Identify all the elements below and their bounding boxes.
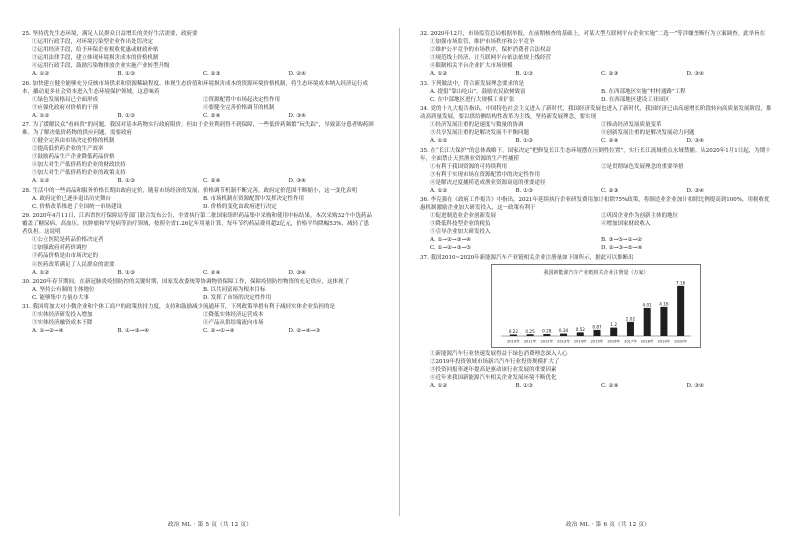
choice-b[interactable]: B. ①→③→④ [117, 328, 150, 335]
choice-b[interactable]: B. ①③ [515, 138, 533, 145]
bar-2016年 [610, 327, 617, 335]
answer-choices [22, 269, 374, 277]
choice-a[interactable]: A. ①② [430, 187, 448, 194]
choice-b[interactable]: B. ③→⑤→①→② [601, 237, 643, 244]
choice-b[interactable]: B. ①③ [117, 71, 135, 78]
choice-c[interactable]: C. ②④ [203, 178, 221, 185]
x-tick-label: 2017年 [624, 339, 637, 344]
choice-c[interactable]: C. ②③ [601, 187, 619, 194]
bar-value-label: 0.22 [508, 328, 519, 334]
question-stem: 37. 我国2010~2020年新能源汽车产业链相关企业注册量如下图所示，据此可以推断出 [420, 254, 634, 261]
choice-a[interactable]: A. ①→②→③→④ [430, 237, 472, 244]
x-tick-label: 2013年 [557, 339, 570, 344]
choice-c[interactable]: C. 价格改革推进了全国统一市场建设 [32, 203, 123, 210]
question-stem: 29. 2020年4月11日，江西省医疗保障局等部门联合发布公告，全省执行第二批国家组织药品集中采购和使用中标结果。本次采购32个中选药品覆盖了糖尿病、高血压、抗肿瘤和罕见病等治疗领域，按照全省1.26亿年用量计算，每年节约药品费用超2亿元，价格平均降幅53%，减轻了患者负担。这说明 [22, 213, 372, 236]
choice-b[interactable]: B. 以共同富裕为根本目标 [203, 286, 266, 293]
enterprise-registration-bar-chart [491, 264, 701, 348]
choice-b[interactable]: B. ①③ [117, 112, 135, 119]
choice-c[interactable]: C. ②④ [203, 112, 221, 119]
choice-d[interactable]: D. 价格的变化由政府进行决定 [203, 203, 277, 210]
choice-d[interactable]: D. ③④ [288, 269, 307, 276]
statement-item: ④加大对生产低价药的企业的财政扶持 [32, 162, 126, 169]
answer-choices [420, 137, 772, 145]
statement-item: ②资源配置中市场起决定性作用 [203, 96, 281, 103]
statement-item: ②加强政府对药价调控 [32, 245, 88, 252]
question-stem: 28. 生活中的一些商品和服务价格长期由政府定价，随着市场经济的发展，价格调节机制不断完善，政府定价范围不断缩小，这一变化表明 [22, 187, 357, 194]
choice-b[interactable]: B. 在西部地区实施“村村通路”工程 [601, 88, 686, 95]
bar-value-label: 4.16 [659, 301, 669, 307]
bar-value-label: 0.34 [558, 327, 569, 333]
statement-item: ①经济发展注重的是速度与数量的协调 [430, 122, 524, 129]
bar-2019年 [660, 307, 667, 336]
choice-a[interactable]: A. 提倡“靠山吃山”，鼓励农民砍树致富 [430, 88, 526, 95]
choice-a[interactable]: A. ①② [32, 112, 50, 119]
answer-choices [420, 236, 772, 244]
statement-item: ③共享发展注重的是解决发展不平衡问题 [430, 130, 530, 137]
question-stem: 30. 2020年春节期间，在新冠肺炎疫情防控的关键时期，国家发改委统筹协调物资保障工作，保障疫情防控物资的充足供应，这体现了 [22, 278, 349, 285]
choice-b[interactable]: B. ①③ [515, 382, 533, 389]
choice-b[interactable]: B. ①③ [515, 187, 533, 194]
x-tick-label: 2015年 [590, 339, 604, 344]
choice-c[interactable]: C. 能够集中力量办大事 [32, 294, 90, 301]
answer-choices [22, 327, 374, 335]
answer-choices [22, 112, 374, 120]
choice-a[interactable]: A. 政府定价已逐步退出历史舞台 [32, 195, 111, 202]
x-tick-label: 2020年 [674, 339, 688, 344]
chart-title: 我国新能源汽车产业链相关企业注册量（万家） [543, 269, 649, 276]
x-tick-label: 2012年 [540, 339, 554, 344]
question-31 [22, 303, 374, 335]
choice-a[interactable]: A. ①→②→④ [32, 328, 64, 335]
question-26 [22, 80, 374, 120]
statement-item: ①健全完善由市场决定价格的机制 [32, 138, 115, 145]
question-32 [420, 30, 772, 78]
bar-value-label: 4.01 [642, 302, 652, 308]
question-stem: 26. 加快建立健全能够充分反映市场供求和资源稀缺程度、体现生态价值和环境损害成本的资源环境价格机制，将生态环境成本纳入经济运行成本，撬动更多社会资本进入生态环境保护领域，这意味着 [22, 80, 368, 95]
statement-row [420, 163, 772, 171]
question-30 [22, 278, 374, 302]
bar-2017年 [627, 322, 634, 336]
question-35 [420, 147, 772, 195]
question-stem: 31. 我国将加大对小微企业和个体工商户的政策扶持力度，支持和鼓励减少流通环节，下列政策举措有利于减轻实体企业负担的是 [22, 304, 335, 311]
statement-item: ④是解决过度捕捞造成渔业资源衰退的重要途径 [430, 179, 546, 186]
answer-choices [22, 70, 374, 78]
question-34 [420, 105, 772, 145]
bar-2015年 [593, 330, 600, 336]
choice-c[interactable]: C. ②→①→④ [203, 328, 235, 335]
choice-c[interactable]: C. ②④ [203, 269, 221, 276]
statement-item: ②维护公平竞争的市场秩序，保护消费者合法权益 [430, 47, 552, 54]
question-stem: 27. 为了缓解民众“看病贵”的问题，我国对基本药物实行政府限价，但由于企业利润得不到保障，一些低价药频繁“玩失踪”，导致部分患者购药困难。为了解决低价药物的供应问题，需要政府 [22, 122, 374, 137]
x-tick-label: 2011年 [523, 339, 537, 344]
statement-row [420, 212, 772, 220]
statement-item: ③运用法律手段，建立体现环境损害成本的价格机制 [32, 55, 159, 62]
statement-item: ②降低实体经济运营成本 [203, 312, 264, 319]
statement-item: ④要健全完善价格调节的机制 [203, 104, 275, 111]
bar-value-label: 2.02 [625, 316, 636, 322]
choice-c[interactable]: C. ②③ [601, 71, 619, 78]
question-29 [22, 212, 374, 276]
question-stem: 35. 在“长江大保护”的总体战略下，国家决定“把修复长江生态环境摆在压倒性位置”，实行长江流域重点水域禁捕。从2020年1月1日起，为期十年，全面禁止天然渔业资源的生产性捕捞 [420, 147, 771, 162]
statement-row [22, 96, 374, 104]
statement-item: ①新能源汽车行业快速发展得益于绿色消费理念深入人心 [430, 350, 568, 357]
statement-item: ③规范线上经济，让互联网平台依法依规上线经营 [430, 55, 552, 62]
x-tick-label: 2016年 [607, 339, 621, 344]
choice-b[interactable]: B. ①③ [515, 71, 533, 78]
statement-item: ③投资回报率逐年提高是驱动该行业发展的重要因素 [430, 366, 557, 373]
question-stem: 34. 党的十九大报告指出，中国特色社会主义进入了新时代，我国经济发展也进入了新时代，我国经济已由高速增长阶段转向高质量发展阶段，推动高质量发展，要以供给侧结构性改革为主线，坚持新发展理念，要实现 [420, 106, 772, 121]
choice-a[interactable]: A. ①② [32, 269, 50, 276]
statement-item: ②是贯彻绿色发展理念的重要举措 [601, 163, 684, 170]
choice-d[interactable]: D. 在西部地区建设工业园区 [601, 96, 670, 103]
question-28 [22, 187, 374, 211]
statement-item: ④产品从供给端流向市场 [203, 320, 264, 327]
bar-2011年 [527, 334, 534, 336]
statement-item: ④医药改革满足了人民群众的需要 [32, 261, 115, 268]
choice-d[interactable]: D. ②→④→③ [288, 328, 321, 335]
statement-item: ③实体经济融资成本下降 [32, 320, 93, 327]
choice-d[interactable]: D. ③④ [686, 187, 705, 194]
statement-item: ③降低科技型企业的税负 [430, 221, 491, 228]
statement-item: ②巩固企业作为创新主体的地位 [601, 213, 679, 220]
statement-item: ③鼓励药品生产企业降低药品价格 [32, 154, 115, 161]
answer-choices [420, 70, 772, 78]
choice-a[interactable]: A. ①② [430, 382, 448, 389]
choice-d[interactable]: D. ③④ [686, 138, 705, 145]
statement-row [420, 121, 772, 129]
x-tick-label: 2010年 [506, 339, 520, 344]
statement-item: ④近年来我国新能源汽车相关企业发展环境不断优化 [430, 374, 557, 381]
choice-b[interactable]: B. 市场机制在资源配置中发挥决定性作用 [203, 195, 305, 202]
bar-2020年 [677, 286, 684, 336]
answer-choices [420, 187, 772, 195]
statement-item: ④限制相关平台企业扩大市场规模 [430, 63, 513, 70]
choice-c[interactable]: C. ①→②→③→⑤ [430, 245, 472, 252]
choice-d[interactable]: D. ②→③→⑤→④ [601, 245, 643, 252]
x-tick-label: 2014年 [573, 339, 587, 344]
question-33 [420, 80, 772, 104]
statement-item: ①运用行政手段，对环境污染型企业作出处罚决定 [32, 39, 154, 46]
choice-a[interactable]: A. ①② [430, 71, 448, 78]
x-tick-label: 2018年 [640, 339, 654, 344]
statement-row [420, 220, 772, 228]
statement-item: ①公立医院是药品价格决定者 [32, 237, 104, 244]
statement-item: ③药品价格是由市场决定的 [32, 253, 99, 260]
statement-row [22, 311, 374, 319]
statement-item: ④增加国家财政收入 [601, 221, 651, 228]
choice-a[interactable]: A. ①② [32, 178, 50, 185]
bar-2014年 [577, 332, 584, 336]
bar-value-label: 0.52 [575, 326, 585, 332]
bar-value-label: 0.28 [542, 328, 552, 334]
bar-2018年 [644, 308, 651, 336]
page-footer-left: 政治 ML · 第 5 页（共 12 页） [168, 522, 253, 528]
statement-item: ⑤加大对生产低价药的企业的政策支持 [32, 170, 126, 177]
choice-d[interactable]: D. ③④ [686, 71, 705, 78]
statement-row [420, 129, 772, 137]
statement-item: ③有利于实现市场在资源配置中的决定性作用 [430, 171, 541, 178]
answer-choices [420, 382, 772, 390]
question-stem: 25. 坚持优先生态环境，满足人民群众日益增长的美好生活需要，政府要 [22, 31, 198, 37]
choice-a[interactable]: A. ①② [32, 71, 50, 78]
choice-d[interactable]: D. ③④ [686, 382, 705, 389]
bar-value-label: 0.25 [525, 328, 535, 334]
choice-row [22, 286, 374, 294]
choice-d[interactable]: D. 发挥了市场的决定性作用 [203, 294, 272, 301]
choice-a[interactable]: A. ①② [430, 138, 448, 145]
choice-c[interactable]: C. ②③ [203, 71, 221, 78]
statement-item: ①绿色发展格局已全面形成 [32, 96, 99, 103]
statement-item: ①加强市场监管，维护市场秩序和公平竞争 [430, 39, 535, 46]
answer-choices [420, 244, 772, 252]
statement-item: ①促进制造业企业创新发展 [430, 213, 497, 220]
x-tick-label: 2019年 [657, 339, 671, 344]
right-column [420, 30, 772, 391]
choice-c[interactable]: C. ②④ [601, 382, 619, 389]
left-column [22, 30, 374, 337]
bar-2013年 [560, 333, 567, 335]
choice-row [22, 195, 374, 203]
bar-value-label: 7.16 [675, 280, 686, 286]
bar-value-label: 0.87 [592, 324, 602, 330]
question-stem: 32. 2020年12月，市场监管总局根据举报，在前期核查的基础上，对某大型互联网平台企业实施“二选一”等涉嫌垄断行为立案调查。此举旨在 [420, 31, 766, 37]
choice-row [22, 203, 374, 211]
choice-d[interactable]: D. ②④ [288, 71, 307, 78]
statement-item: ①实体经济研发投入增加 [32, 312, 93, 319]
choice-d[interactable]: D. ③④ [288, 112, 307, 119]
question-stem: 33. 下列做法中，符合新发展理念要求的是 [420, 80, 524, 87]
choice-a[interactable]: A. 坚持公有制的主体地位 [32, 286, 95, 293]
choice-row [420, 96, 772, 104]
statement-row [22, 319, 374, 327]
statement-item: ⑤引导企业加大研发投入 [430, 229, 491, 236]
bar-value-label: 1.2 [610, 321, 618, 327]
choice-row [420, 88, 772, 96]
page-footer-right: 政治 ML · 第 6 页（共 12 页） [566, 522, 651, 528]
question-27 [22, 121, 374, 185]
statement-item: ④创新发展注重的是解决发展动力问题 [601, 130, 695, 137]
choice-b[interactable]: B. ①③ [117, 269, 135, 276]
question-36 [420, 196, 772, 252]
bar-2012年 [543, 334, 550, 336]
statement-item: ②推动经济发展质量变革 [601, 122, 662, 129]
statement-item: ③应强化政府对价格的干预 [32, 104, 99, 111]
choice-b[interactable]: B. ①③ [117, 178, 135, 185]
answer-choices [22, 177, 374, 185]
question-37 [420, 254, 772, 390]
statement-row [22, 104, 374, 112]
column-divider [399, 28, 400, 516]
question-25 [22, 30, 374, 78]
choice-c[interactable]: C. ②④ [601, 138, 619, 145]
choice-row [22, 294, 374, 302]
statement-item: ②提高低价药企业的生产效率 [32, 146, 104, 153]
statement-item: ④运用行政手段，鼓励污染物排放企业实施产业转型升级 [32, 63, 170, 70]
bar-2010年 [510, 334, 517, 336]
statement-item: ②2019年投资领域市场新兴汽车行业投资规模扩大了 [430, 358, 560, 365]
choice-c[interactable]: C. 在中部地区进行大规模工业扩张 [430, 96, 515, 103]
question-stem: 36. 李克强在《政府工作报告》中指出，2021年延续执行企业研发费用加计扣除75%政策，将制造业企业加计扣除比例提高到100%，用税收优惠机制激励企业加大研发投入，这一政策有利于 [420, 197, 770, 212]
chart-container [420, 264, 772, 348]
choice-d[interactable]: D. ③④ [288, 178, 307, 185]
statement-item: ①有利于我国资源的可持续利用 [430, 163, 508, 170]
statement-item: ②运用经济手段，给予环保企业税收优惠或财政补贴 [32, 47, 159, 54]
